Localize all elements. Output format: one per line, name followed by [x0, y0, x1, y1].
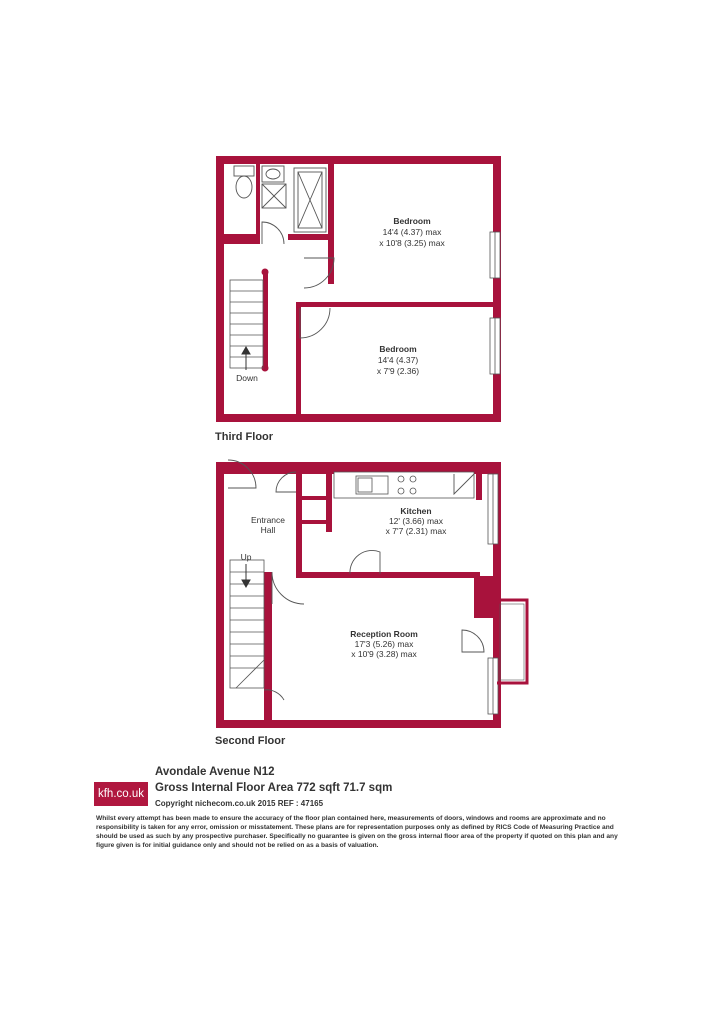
hall-label-line1: Entrance — [250, 515, 286, 525]
kitchen-divider-wall — [302, 572, 480, 578]
property-address: Avondale Avenue N12 — [155, 766, 275, 778]
balcony-door — [462, 630, 484, 652]
stairs-down-label: Down — [236, 373, 258, 383]
bedroom1-dim2: x 10'8 (3.25) max — [379, 238, 445, 248]
stairs-up-arrow-icon — [242, 564, 250, 587]
stair-side-wall — [264, 572, 272, 720]
basin-icon — [262, 166, 284, 182]
stairs-up — [230, 560, 264, 688]
third-floor-plan — [216, 160, 500, 418]
kitchen-name: Kitchen — [400, 506, 432, 516]
bathroom-wall-2 — [288, 234, 332, 240]
bathroom-wall — [216, 234, 260, 244]
bathroom-door — [262, 222, 284, 244]
stairs-up-label: Up — [240, 552, 252, 562]
bedroom2-name: Bedroom — [379, 344, 417, 354]
second-floor-outer-wall — [220, 466, 497, 724]
second-floor-plan — [216, 460, 527, 724]
hall-side-wall — [296, 470, 302, 578]
copyright-line: Copyright nichecom.co.uk 2015 REF : 47165 — [155, 799, 324, 808]
hall-label-line2: Hall — [260, 525, 276, 535]
kitchen-dim2: x 7'7 (2.31) max — [385, 526, 447, 536]
kitchen-door — [350, 550, 380, 574]
cupboard-door — [276, 472, 296, 492]
reception-dim1: 17'3 (5.26) max — [354, 639, 414, 649]
stairs-down-arrow-icon — [242, 347, 250, 370]
third-floor-outer-wall — [220, 160, 497, 418]
bedroom1-name: Bedroom — [393, 216, 431, 226]
bay-column — [474, 576, 496, 618]
bathroom-side-wall — [256, 164, 260, 244]
kitchen-side-wall — [326, 470, 332, 532]
shower-icon — [294, 168, 326, 232]
second-floor-title: Second Floor — [215, 735, 286, 747]
kitchen-counter — [334, 472, 474, 498]
reception-name: Reception Room — [350, 629, 418, 639]
toilet-icon — [234, 166, 254, 198]
storage-cross-icon — [262, 184, 286, 208]
disclaimer-text: Whilst every attempt has been made to ensure the accuracy of the floor plan contained here, measurements of doors, windows and rooms are approximate and no responsibility is taken for any error, omission or misstatement. These plans are for representation purposes only as defined by RICS Code of Measuring Practice and should be used as such by any prospective purchaser. Specifically no guarantee is given on the gross internal floor area of the property if quoted on this plan and any figure given is for initial guidance only and should not be relied on as a basis of valuation. — [96, 815, 618, 849]
bedroom2-door — [300, 308, 330, 338]
bedroom-divider-wall — [300, 302, 493, 307]
bedroom1-dim1: 14'4 (4.37) max — [382, 227, 442, 237]
bedroom2-dim1: 14'4 (4.37) — [377, 355, 419, 365]
bedroom2-dim2: x 7'9 (2.36) — [376, 366, 420, 376]
kfh-logo: kfh.co.uk — [94, 782, 148, 806]
stair-wall — [263, 270, 268, 370]
kitchen-dim1: 12' (3.66) max — [388, 516, 444, 526]
reception-dim2: x 10'9 (3.28) max — [351, 649, 417, 659]
gross-internal-area: Gross Internal Floor Area 772 sqft 71.7 sqm — [155, 782, 393, 794]
balcony — [497, 600, 527, 683]
third-floor-title: Third Floor — [215, 431, 274, 443]
